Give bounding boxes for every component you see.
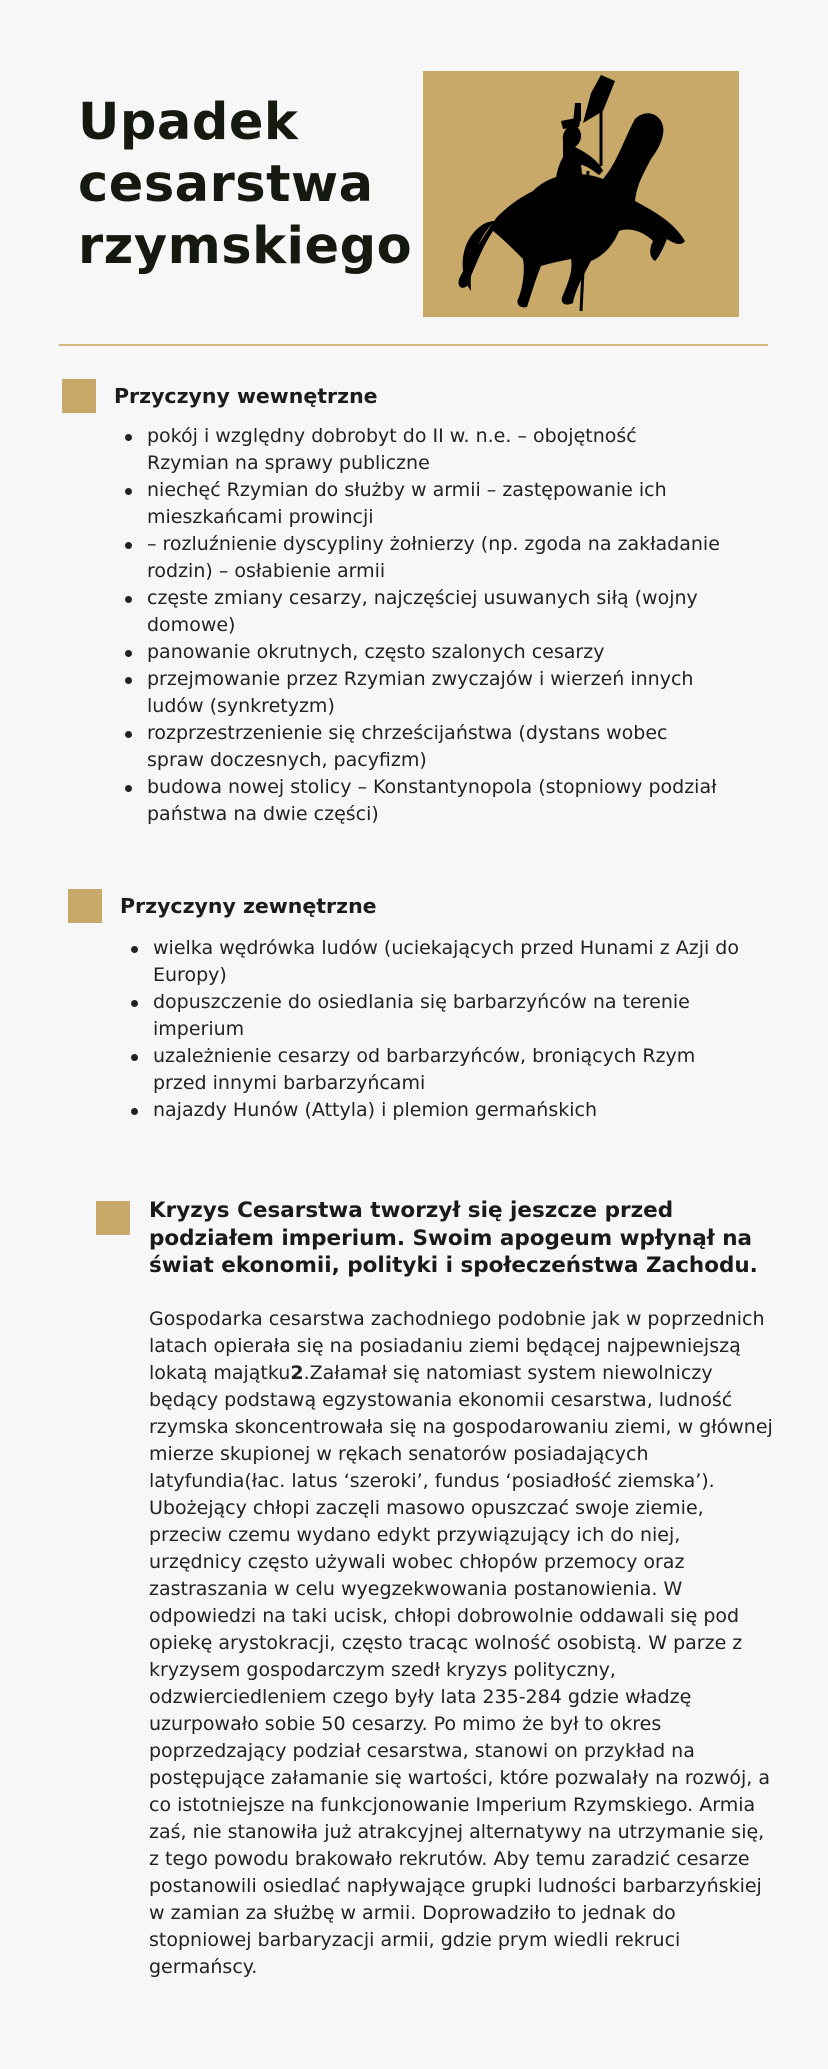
external-causes-list xyxy=(129,935,749,1124)
square-marker-icon xyxy=(62,379,96,413)
list-item: przejmowanie przez Rzymian zwyczajów i wierzeń innych ludów (synkretyzm) xyxy=(123,666,723,720)
divider xyxy=(59,344,768,346)
internal-causes-title: Przyczyny wewnętrzne xyxy=(114,383,378,408)
list-item: panowanie okrutnych, często szalonych cesarzy xyxy=(123,639,723,666)
crisis-body xyxy=(149,1306,774,1981)
list-item: – rozluźnienie dyscypliny żołnierzy (np. zgoda na zakładanie rodzin) – osłabienie armii xyxy=(123,531,723,585)
crisis-heading: Kryzys Cesarstwa tworzył się jeszcze przed podziałem imperium. Swoim apogeum wpłynął na świat ekonomii, polityki i społeczeństwa Zachodu. xyxy=(149,1198,758,1278)
title-line-3: rzymskiego xyxy=(78,217,413,276)
footnote-marker: 2 xyxy=(290,1362,304,1384)
hero-image xyxy=(423,71,739,317)
list-item: rozprzestrzenienie się chrześcijaństwa (dystans wobec spraw doczesnych, pacyfizm) xyxy=(123,720,723,774)
title-line-2: cesarstwa xyxy=(78,155,374,214)
external-causes-header xyxy=(68,889,377,923)
list-item: najazdy Hunów (Attyla) i plemion germańskich xyxy=(129,1097,749,1124)
list-item: dopuszczenie do osiedlania się barbarzyńców na terenie imperium xyxy=(129,989,749,1043)
internal-causes-header xyxy=(62,379,378,413)
list-item: niechęć Rzymian do służby w armii – zastępowanie ich mieszkańcami prowincji xyxy=(123,477,723,531)
list-item: budowa nowej stolicy – Konstantynopola (stopniowy podział państwa na dwie części) xyxy=(123,774,723,828)
list-item: uzależnienie cesarzy od barbarzyńców, broniących Rzym przed innymi barbarzyńcami xyxy=(129,1043,749,1097)
page-title xyxy=(78,92,413,278)
square-marker-icon xyxy=(68,889,102,923)
internal-causes-list xyxy=(123,423,723,828)
crisis-body-part-1: Gospodarka cesarstwa zachodniego podobnie jak w poprzednich latach opierała się na posiadaniu ziemi będącej najpewniejszą lokatą majątku xyxy=(149,1308,765,1384)
external-causes-title: Przyczyny zewnętrzne xyxy=(120,893,377,918)
square-marker-icon xyxy=(96,1201,130,1235)
list-item: wielka wędrówka ludów (uciekających przed Hunami z Azji do Europy) xyxy=(129,935,749,989)
horseman-silhouette-icon xyxy=(423,71,739,317)
title-line-1: Upadek xyxy=(78,93,299,152)
crisis-body-part-2: .Załamał się natomiast system niewolniczy będący podstawą egzystowania ekonomii cesarstwa, ludność rzymska skoncentrowała się na gospodarowaniu ziemi, w głównej mierze skupionej w rękach senatorów posiadających latyfundia(łac. latus ‘szeroki’, fundus ‘posiadłość ziemska’). Ubożejący chłopi zaczęli masowo opuszczać swoje ziemie, przeciw czemu wydano edykt przywiązujący ich do niej, urzędnicy często używali wobec chłopów przemocy oraz zastraszania w celu wyegzekwowania postanowienia. W odpowiedzi na taki ucisk, chłopi dobrowolnie oddawali się pod opiekę arystokracji, często tracąc wolność osobistą. W parze z kryzysem gospodarczym szedł kryzys polityczny, odzwierciedleniem czego były lata 235-284 gdzie władzę uzurpowało sobie 50 cesarzy. Po mimo że był to okres poprzedzający podział cesarstwa, stanowi on przykład na postępujące załamanie się wartości, które pozwalały na rozwój, a co istotniejsze na funkcjonowanie Imperium Rzymskiego. Armia zaś, nie stanowiła już atrakcyjnej alternatywy na utrzymanie się, z tego powodu brakowało rekrutów. Aby temu zaradzić cesarze postanowili osiedlać napływające grupki ludności barbarzyńskiej w zamian za służbę w armii. Doprowadziło to jednak do stopniowej barbaryzacji armii, gdzie prym wiedli rekruci germańscy. xyxy=(149,1362,773,1978)
list-item: częste zmiany cesarzy, najczęściej usuwanych siłą (wojny domowe) xyxy=(123,585,723,639)
list-item: pokój i względny dobrobyt do II w. n.e. – obojętność Rzymian na sprawy publiczne xyxy=(123,423,723,477)
